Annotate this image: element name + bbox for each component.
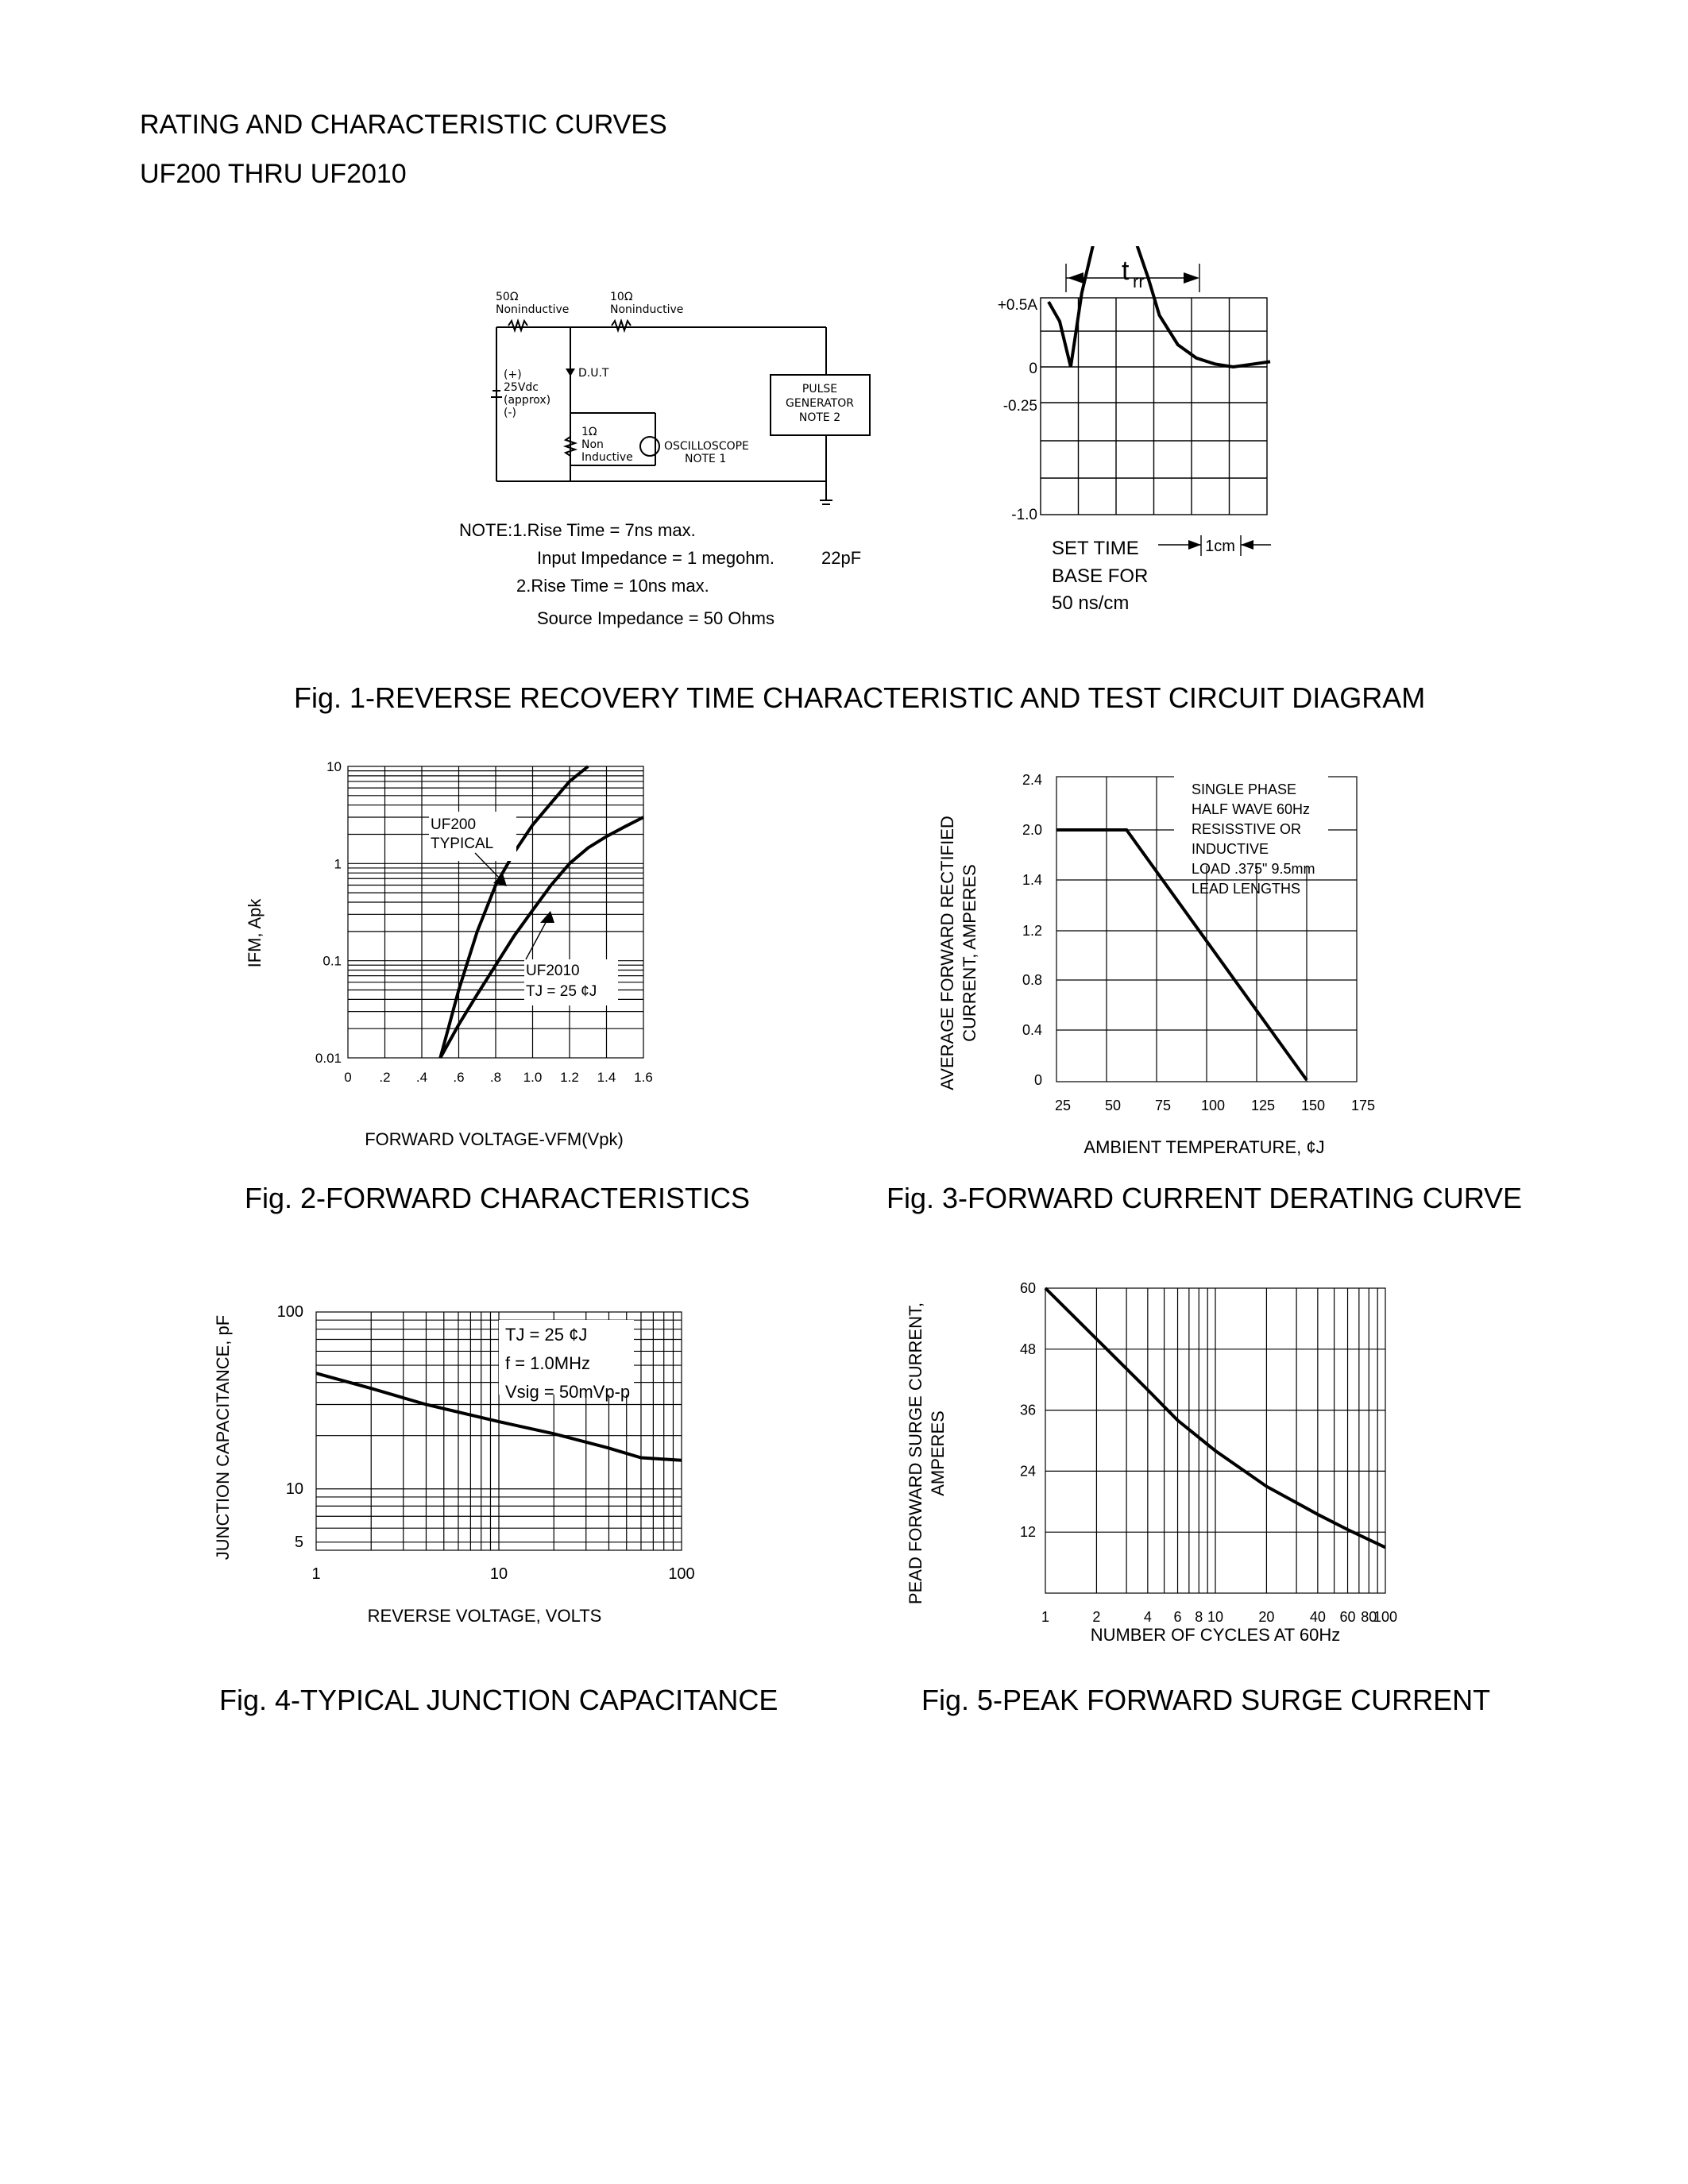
r2-type: Noninductive — [610, 303, 684, 316]
fig3-x-tick: 25 — [1054, 1098, 1072, 1113]
fig2-x-tick: 1.6 — [634, 1070, 653, 1085]
fig2-y-tick: 10 — [326, 759, 342, 774]
fig3-ylabel-2: CURRENT, AMPERES — [960, 864, 979, 1042]
fig2-x-tick: 1.0 — [523, 1070, 543, 1085]
fig3-legend-line: SINGLE PHASE — [1192, 781, 1297, 797]
fig2-xlabel: FORWARD VOLTAGE-VFM(Vpk) — [365, 1129, 624, 1149]
fig3-y-tick: 0 — [1033, 1072, 1042, 1088]
fig5-y-tick: 36 — [1019, 1402, 1036, 1418]
note-2b: Source Impedance = 50 Ohms — [537, 608, 774, 628]
source-plus: (+) — [504, 369, 522, 381]
y-tick-0: 0 — [1029, 361, 1037, 377]
fig2-x-tick: 0 — [344, 1070, 352, 1085]
fig3-x-tick: 100 — [1200, 1098, 1226, 1113]
fig5-y-tick: 12 — [1019, 1524, 1036, 1541]
fig4-x-tick: 1 — [311, 1565, 321, 1583]
fig2-x-tick: .2 — [379, 1070, 391, 1085]
diode-symbol — [566, 369, 575, 376]
fig2-x-tick: 1.2 — [560, 1070, 579, 1085]
fig5-x-tick: 80 — [1361, 1609, 1377, 1625]
fig2-y-tick: 1 — [334, 856, 342, 872]
fig3-y-tick: 1.2 — [1022, 923, 1042, 939]
fig1-caption: Fig. 1-REVERSE RECOVERY TIME CHARACTERISTIC AND TEST CIRCUIT DIAGRAM — [294, 681, 1426, 714]
source-voltage: 25Vdc — [504, 381, 539, 394]
fig5-x-tick: 10 — [1207, 1609, 1224, 1625]
fig2-x-tick: 1.4 — [597, 1070, 616, 1085]
fig3-y-tick: 0.8 — [1022, 972, 1042, 988]
fig3-legend-line: HALF WAVE 60Hz — [1192, 801, 1311, 817]
rate-label: 50 ns/cm — [1052, 592, 1130, 614]
note-2: 2.Rise Time = 10ns max. — [516, 576, 709, 596]
fig4-x-tick: 100 — [668, 1565, 695, 1583]
fig2-forward-characteristics-chart — [230, 754, 699, 1160]
r2-label: 10Ω — [610, 291, 633, 303]
fig4-y-tick: 100 — [276, 1303, 303, 1321]
uf200-annotation: UF200 — [431, 816, 477, 833]
fig5-y-tick: 60 — [1019, 1280, 1036, 1296]
uf2010-annotation: UF2010 — [526, 963, 580, 979]
fig4-caption: Fig. 4-TYPICAL JUNCTION CAPACITANCE — [219, 1684, 778, 1716]
r1-label: 50Ω — [496, 291, 519, 303]
y-tick-plus05: +0.5A — [997, 297, 1037, 314]
fig3-legend-line: RESISSTIVE OR — [1192, 821, 1302, 837]
base-for-label: BASE FOR — [1052, 565, 1149, 587]
fig3-legend-line: LEAD LENGTHS — [1192, 881, 1301, 897]
fig5-y-tick: 24 — [1019, 1463, 1036, 1480]
pulse-generator-label-2: GENERATOR — [786, 397, 854, 410]
fig3-y-tick: 2.0 — [1022, 822, 1042, 838]
fig3-x-tick: 75 — [1154, 1098, 1172, 1113]
reverse-recovery-waveform — [985, 246, 1319, 619]
oscilloscope-label: OSCILLOSCOPE — [664, 440, 749, 453]
r1-type: Noninductive — [496, 303, 570, 316]
trr-label: t — [1122, 256, 1130, 286]
fig5-x-tick: 1 — [1041, 1609, 1050, 1625]
fig4-legend-line: Vsig = 50mVp-p — [505, 1382, 631, 1402]
fig2-caption: Fig. 2-FORWARD CHARACTERISTICS — [245, 1182, 751, 1214]
fig2-x-tick: .8 — [489, 1070, 502, 1085]
fig5-ylabel-1: PEAD FORWARD SURGE CURRENT, — [906, 1302, 925, 1605]
fig3-x-tick: 50 — [1104, 1098, 1122, 1113]
fig2-y-tick: 0.1 — [323, 953, 342, 969]
uf200-typical-curve — [440, 766, 588, 1058]
fig3-y-tick: 2.4 — [1022, 772, 1042, 788]
source-minus: (-) — [504, 407, 516, 419]
fig3-ylabel-1: AVERAGE FORWARD RECTIFIED — [937, 816, 957, 1090]
fig2-x-tick: .4 — [415, 1070, 428, 1085]
note-1c: 22pF — [821, 548, 862, 568]
typical-annotation: TYPICAL — [431, 835, 494, 852]
fig5-surge-current-chart — [898, 1271, 1406, 1652]
pulse-generator-note: NOTE 2 — [798, 411, 841, 424]
fig4-ylabel: JUNCTION CAPACITANCE, pF — [213, 1314, 233, 1561]
page-title: RATING AND CHARACTERISTIC CURVES — [140, 110, 667, 140]
fig2-x-tick: .6 — [453, 1070, 465, 1085]
r3-type1: Non — [581, 438, 604, 451]
tj-annotation: TJ = 25 ¢J — [526, 983, 597, 1000]
fig5-x-tick: 40 — [1309, 1609, 1326, 1625]
fig5-x-tick: 100 — [1373, 1609, 1398, 1625]
fig4-capacitance-chart — [205, 1271, 713, 1636]
note-1b: Input Impedance = 1 megohm. — [537, 548, 775, 568]
page-subtitle: UF200 THRU UF2010 — [140, 159, 407, 189]
trr-subscript: rr — [1133, 272, 1145, 291]
fig5-ylabel-2: AMPERES — [928, 1410, 948, 1496]
fig5-x-tick: 6 — [1173, 1609, 1182, 1625]
fig2-ylabel: IFM, Apk — [245, 898, 265, 968]
fig3-derating-chart — [921, 754, 1414, 1167]
r3-type2: Inductive — [581, 451, 633, 464]
note-1: NOTE:1.Rise Time = 7ns max. — [459, 520, 696, 540]
cm-label: 1cm — [1205, 538, 1235, 555]
fig4-x-tick: 10 — [489, 1565, 508, 1583]
recovery-curve — [1049, 246, 1270, 367]
fig5-caption: Fig. 5-PEAK FORWARD SURGE CURRENT — [921, 1684, 1491, 1716]
fig5-xlabel: NUMBER OF CYCLES AT 60Hz — [1090, 1625, 1341, 1645]
fig3-legend-line: INDUCTIVE — [1192, 841, 1269, 857]
test-circuit-diagram — [477, 286, 890, 516]
r3-label: 1Ω — [581, 426, 597, 438]
fig4-xlabel: REVERSE VOLTAGE, VOLTS — [367, 1606, 602, 1626]
dut-label: D.U.T — [578, 367, 609, 380]
fig5-y-tick: 48 — [1019, 1341, 1036, 1357]
fig3-x-tick: 150 — [1300, 1098, 1326, 1113]
fig5-x-tick: 4 — [1143, 1609, 1152, 1625]
fig4-legend-line: f = 1.0MHz — [505, 1353, 590, 1373]
y-tick-minus10: -1.0 — [1011, 507, 1037, 523]
fig3-caption: Fig. 3-FORWARD CURRENT DERATING CURVE — [886, 1182, 1523, 1214]
oscilloscope-note: NOTE 1 — [685, 453, 727, 465]
fig2-y-tick: 0.01 — [315, 1051, 342, 1066]
y-tick-minus025: -0.25 — [1002, 398, 1037, 415]
source-approx: (approx) — [504, 394, 551, 407]
fig5-x-tick: 60 — [1339, 1609, 1356, 1625]
fig5-x-tick: 8 — [1195, 1609, 1203, 1625]
fig5-x-tick: 20 — [1258, 1609, 1275, 1625]
fig3-legend-line: LOAD .375" 9.5mm — [1192, 861, 1315, 877]
fig4-y-tick: 5 — [294, 1533, 303, 1551]
fig5-x-tick: 2 — [1092, 1609, 1101, 1625]
fig4-y-tick: 10 — [285, 1480, 303, 1498]
fig3-xlabel: AMBIENT TEMPERATURE, ¢J — [1083, 1137, 1325, 1157]
set-time-label: SET TIME — [1052, 538, 1139, 559]
fig4-legend-line: TJ = 25 ¢J — [505, 1325, 588, 1345]
fig3-y-tick: 0.4 — [1022, 1022, 1042, 1038]
fig3-x-tick: 125 — [1250, 1098, 1276, 1113]
fig3-y-tick: 1.4 — [1022, 872, 1042, 888]
pulse-generator-label: PULSE — [802, 383, 838, 396]
fig3-x-tick: 175 — [1350, 1098, 1376, 1113]
